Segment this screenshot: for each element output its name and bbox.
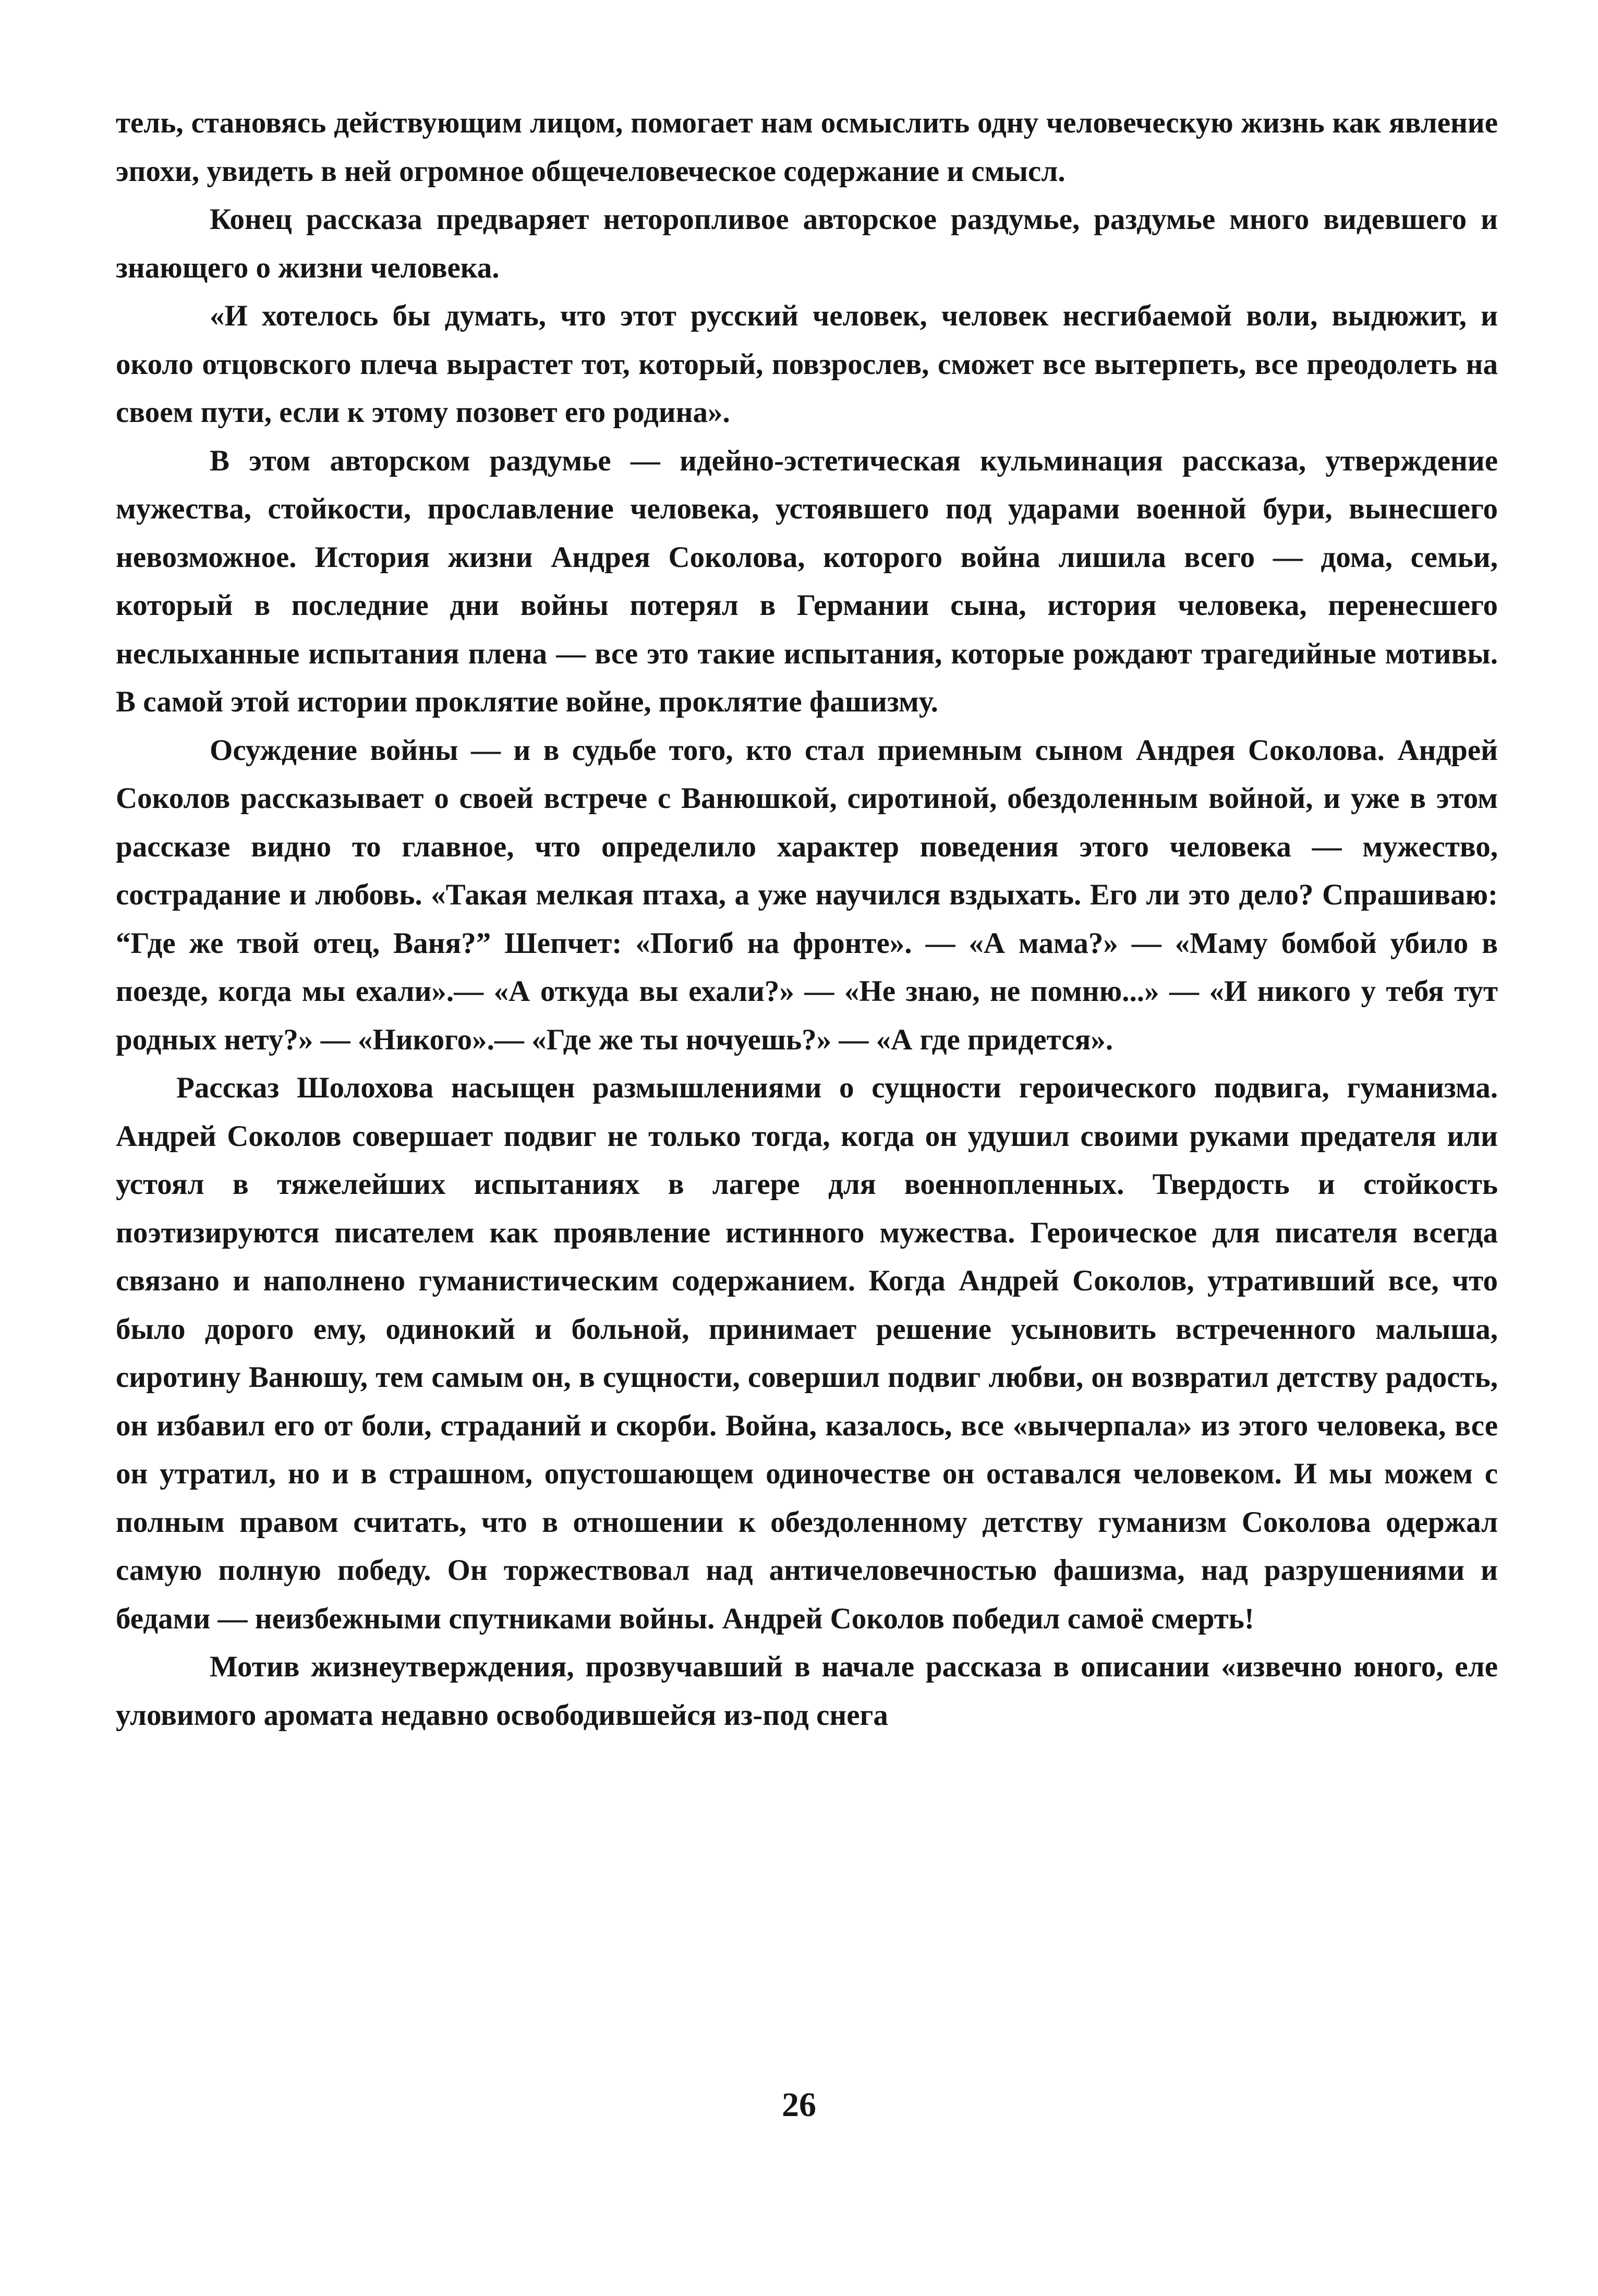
paragraph-2: Конец рассказа предваряет неторопливое авторское раздумье, раздумье много видевшего и знающего о жизни человека. (116, 203, 1498, 284)
paragraph-5: Осуждение войны — и в судьбе того, кто стал приемным сыном Андрея Соколова. Андрей Соколов рассказывает о своей встрече с Ванюшкой, сиротиной, обездоленным войной, и уже в этом рассказе видно то главное, что определило характер поведения этого человека — мужество, сострадание и любовь. «Такая мелкая птаха, а уже научился вздыхать. Его ли это дело? Спрашиваю: “Где же твой отец, Ваня?” Шепчет: «Погиб на фронте». — «А мама?» — «Маму бомбой убило в поезде, когда мы ехали».— «А откуда вы ехали?» — «Не знаю, не помню...» — «И никого у тебя тут родных нету?» — «Никого».— «Где же ты ночуешь?» — «А где придется». (116, 733, 1498, 1056)
paragraph-3-quote: «И хотелось бы думать, что этот русский человек, человек несгибаемой воли, выдюжит, и около отцовского плеча вырастет тот, который, повзрослев, сможет все вытерпеть, все преодолеть на своем пути, если к этому позовет его родина». (116, 299, 1498, 429)
paragraph-1: тель, становясь действующим лицом, помогает нам осмыслить одну человеческую жизнь как явление эпохи, увидеть в ней огромное общечеловеческое содержание и смысл. (116, 106, 1498, 188)
body-text (116, 99, 1498, 1739)
paragraph-4: В этом авторском раздумье — идейно-эстетическая кульминация рассказа, утверждение мужества, стойкости, прославление человека, устоявшего под ударами военной бури, вынесшего невозможное. История жизни Андрея Соколова, которого война лишила всего — дома, семьи, который в последние дни войны потерял в Германии сына, история человека, перенесшего неслыханные испытания плена — все это такие испытания, которые рождают трагедийные мотивы. В самой этой истории проклятие войне, проклятие фашизму. (116, 444, 1498, 718)
paragraph-7: Мотив жизнеутверждения, прозвучавший в начале рассказа в описании «извечно юного, еле уловимого аромата недавно освободившейся из-под снега (116, 1650, 1498, 1732)
page-number: 26 (782, 2086, 816, 2124)
paragraph-6: Рассказ Шолохова насыщен размышлениями о сущности героического подвига, гуманизма. Андрей Соколов совершает подвиг не только тогда, когда он удушил своими руками предателя или устоял в тяжелейших испытаниях в лагере для военнопленных. Твердость и стойкость поэтизируются писателем как проявление истинного мужества. Героическое для писателя всегда связано и наполнено гуманистическим содержанием. Когда Андрей Соколов, утративший все, что было дорого ему, одинокий и больной, принимает решение усыновить встреченного малыша, сиротину Ванюшу, тем самым он, в сущности, совершил подвиг любви, он возвратил детству радость, он избавил его от боли, страданий и скорби. Война, казалось, все «вычерпала» из этого человека, все он утратил, но и в страшном, опустошающем одиночестве он оставался человеком. И мы можем с полным правом считать, что в отношении к обездоленному детству гуманизм Соколова одержал самую полную победу. Он торжествовал над античеловечностью фашизма, над разрушениями и бедами — неизбежными спутниками войны. Андрей Соколов победил самоё смерть! (116, 1071, 1498, 1635)
